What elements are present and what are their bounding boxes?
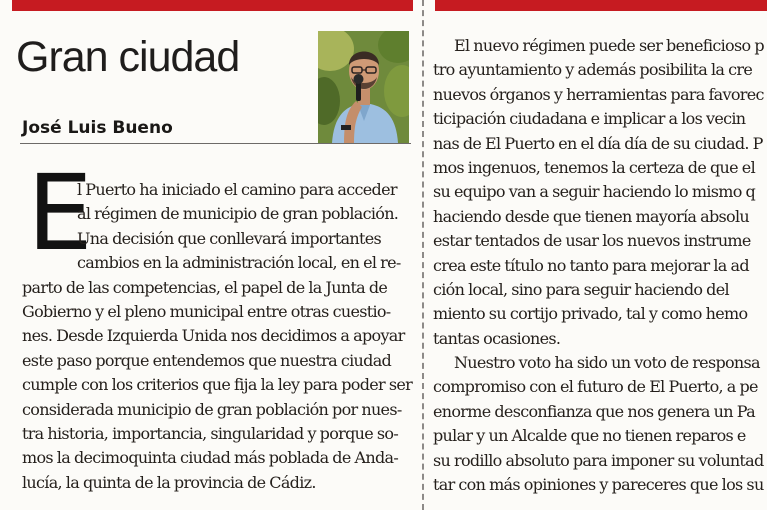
- text-line: tantas ocasiones.: [433, 328, 561, 348]
- text-line: miento su cortijo privado, tal y como hemo: [433, 304, 748, 324]
- text-line: tro ayuntamiento y además posibilita la cre: [433, 60, 753, 80]
- text-line: compromiso con el futuro de El Puerto, a pe: [433, 377, 758, 397]
- text-line: considerada municipio de gran población por nues-: [22, 399, 402, 419]
- byline-rule: [20, 143, 411, 144]
- text-line: El nuevo régimen puede ser beneficioso p: [454, 36, 764, 55]
- text-line: mos la decimoquinta ciudad más poblada de Anda-: [22, 448, 399, 468]
- text-line: lucía, la quinta de la provincia de Cádiz.: [22, 472, 316, 492]
- text-line: nuevos órganos y herramientas para favorec: [433, 84, 764, 104]
- text-line: ción local, sino para seguir haciendo del: [433, 279, 729, 299]
- text-line: l Puerto ha iniciado el camino para acceder: [77, 180, 397, 199]
- text-line: nas de El Puerto en el día día de su ciudad. P: [433, 133, 763, 153]
- text-line: crea este título no tanto para mejorar la ad: [433, 255, 749, 275]
- text-line: haciendo desde que tienen mayoría absolu: [433, 206, 749, 226]
- article-headline: Gran ciudad: [16, 33, 240, 81]
- text-line: pular y un Alcalde que no tienen reparos e: [433, 426, 746, 446]
- drop-cap: E: [27, 152, 93, 274]
- text-line: este paso porque entendemos que nuestra ciudad: [22, 350, 392, 370]
- text-line: parto de las competencias, el papel de la Junta de: [22, 277, 388, 297]
- text-line: su equipo van a seguir haciendo lo mismo q: [433, 182, 756, 202]
- article-column-right: [433, 34, 767, 497]
- text-line: tar con más opiniones y pareceres que los su: [433, 475, 764, 495]
- author-byline: José Luis Bueno: [22, 118, 173, 138]
- text-line: Una decisión que conllevará importantes: [77, 228, 382, 248]
- text-line: cambios en la administración local, en el re-: [77, 253, 401, 273]
- text-line: enorme desconfianza que nos genera un Pa: [433, 401, 755, 421]
- author-photo: [318, 31, 409, 143]
- text-line: al régimen de municipio de gran población.: [77, 204, 399, 224]
- text-line: Nuestro voto ha sido un voto de responsa: [454, 353, 760, 373]
- text-line: tra historia, importancia, singularidad y porque so-: [22, 423, 399, 443]
- text-line: estar tentados de usar los nuevos instrume: [433, 231, 751, 251]
- text-line: nes. Desde Izquierda Unida nos decidimos a apoyar: [22, 326, 405, 346]
- text-line: Gobierno y el pleno municipal entre otras cuestio-: [22, 301, 391, 321]
- top-accent-bar-right: [435, 0, 767, 11]
- top-accent-bar-left: [12, 0, 413, 11]
- text-line: ticipación ciudadana e implicar a los vecin: [433, 109, 746, 129]
- text-line: su rodillo absoluto para imponer su voluntad: [433, 450, 764, 470]
- text-line: mos ingenuos, tenemos la certeza de que el: [433, 157, 755, 177]
- text-line: cumple con los criterios que fija la ley para poder ser: [22, 375, 413, 395]
- article-column-left: [22, 178, 412, 495]
- column-divider: [422, 0, 424, 510]
